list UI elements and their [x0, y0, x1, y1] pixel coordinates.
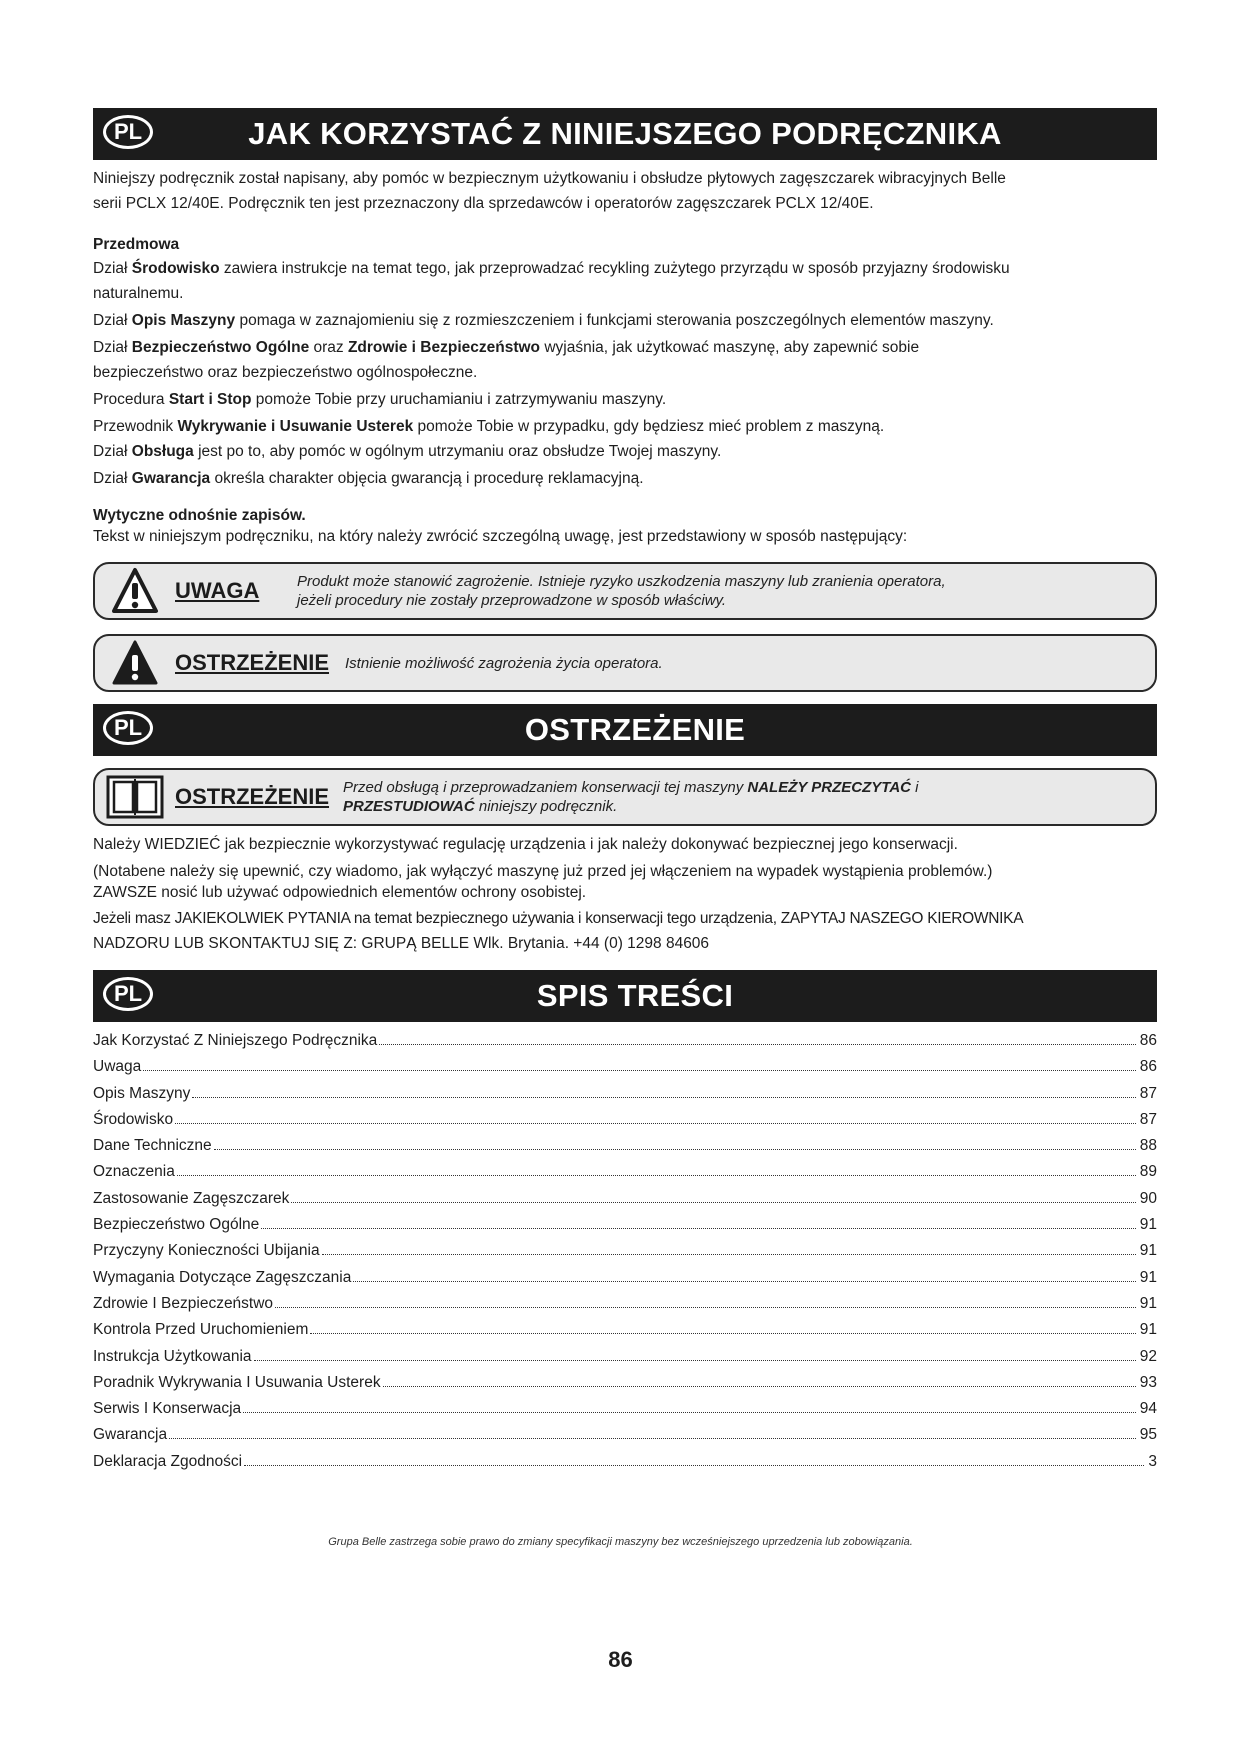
toc-entry-page: 91 [1139, 1321, 1157, 1339]
toc-entry-page: 95 [1139, 1426, 1157, 1444]
preface-paragraph: Przewodnik Wykrywanie i Usuwanie Usterek pomoże Tobie w przypadku, gdy będziesz mieć problem z maszyną. [93, 418, 885, 435]
toc-entry-title: Zdrowie I Bezpieczeństwo [93, 1294, 274, 1312]
manual-warning-text: Przed obsługą i przeprowadzaniem konserwacji tej maszyny NALEŻY PRZECZYTAĆ i PRZESTUDIOWAĆ niniejszy podręcznik. [343, 779, 919, 815]
toc-leader-dots [383, 1386, 1136, 1387]
read-manual-callout [93, 768, 1157, 826]
banner-title: OSTRZEŻENIE [524, 712, 746, 747]
toc-entry-title: Zastosowanie Zagęszczarek [93, 1189, 290, 1207]
warning-line: ZAWSZE nosić lub używać odpowiednich elementów ochrony osobistej. [93, 884, 587, 901]
guidelines-heading: Wytyczne odnośnie zapisów. [93, 507, 306, 524]
toc-leader-dots [353, 1281, 1135, 1282]
toc-leader-dots [243, 1412, 1136, 1413]
caution-label: UWAGA [175, 578, 260, 603]
preface-paragraph: Dział Opis Maszyny pomaga w zaznajomieniu się z rozmieszczeniem i funkcjami sterowania poszczególnych elementów maszyny. [93, 312, 994, 329]
toc-entry-page: 92 [1139, 1347, 1157, 1365]
toc-entry [93, 1163, 1157, 1189]
preface-paragraph: Procedura Start i Stop pomoże Tobie przy uruchamianiu i zatrzymywaniu maszyny. [93, 391, 667, 408]
toc-entry-page: 89 [1139, 1163, 1157, 1181]
section-banner-contents [93, 970, 1157, 1022]
toc-entry-page: 90 [1139, 1189, 1157, 1207]
warning-line: NADZORU LUB SKONTAKTUJ SIĘ Z: GRUPĄ BELLE Wlk. Brytania. +44 (0) 1298 84606 [93, 935, 710, 952]
warning-line: (Notabene należy się upewnić, czy wiadomo, jak wyłączyć maszynę już przed jej włączeniem na wypadek wystąpienia problemów.) [93, 863, 993, 880]
warning-text: Istnienie możliwość zagrożenia życia operatora. [345, 654, 663, 672]
toc-leader-dots [177, 1175, 1136, 1176]
toc-entry-title: Serwis I Konserwacja [93, 1400, 242, 1418]
toc-leader-dots [169, 1438, 1136, 1439]
section-banner-how-to-use [93, 108, 1157, 160]
pl-language-badge: PL [103, 977, 153, 1011]
toc-entry-title: Instrukcja Użytkowania [93, 1347, 252, 1365]
pl-language-badge: PL [103, 711, 153, 745]
open-book-icon [95, 774, 175, 820]
manual-warning-label: OSTRZEŻENIE [175, 784, 330, 809]
toc-entry-title: Oznaczenia [93, 1163, 175, 1181]
preface-paragraph-cont: bezpieczeństwo oraz bezpieczeństwo ogólnospołeczne. [93, 364, 478, 381]
warning-triangle-filled-icon [95, 639, 175, 687]
toc-entry-page: 91 [1139, 1216, 1157, 1234]
toc-leader-dots [143, 1070, 1136, 1071]
banner-title: SPIS TREŚCI [536, 978, 734, 1013]
page-number: 86 [608, 1647, 633, 1672]
pl-language-badge: PL [103, 115, 153, 149]
toc-entry [93, 1426, 1157, 1452]
toc-entry-page: 88 [1139, 1137, 1157, 1155]
toc-entry [93, 1321, 1157, 1347]
toc-entry-title: Jak Korzystać Z Niniejszego Podręcznika [93, 1032, 378, 1049]
caution-callout [93, 562, 1157, 620]
toc-leader-dots [379, 1044, 1135, 1045]
intro-line: serii PCLX 12/40E. Podręcznik ten jest przeznaczony dla sprzedawców i operatorów zagęszczarek PCLX 12/40E. [93, 195, 874, 212]
toc-entry [93, 1111, 1157, 1137]
toc-leader-dots [310, 1333, 1135, 1334]
toc-entry [93, 1242, 1157, 1268]
toc-entry [93, 1058, 1157, 1084]
toc-entry-title: Środowisko [93, 1110, 174, 1128]
preface-paragraph: Dział Bezpieczeństwo Ogólne oraz Zdrowie i Bezpieczeństwo wyjaśnia, jak użytkować maszynę, aby zapewnić sobie [93, 339, 920, 356]
preface-paragraph: Dział Obsługa jest po to, aby pomóc w ogólnym utrzymaniu oraz obsłudze Twojej maszyny. [93, 443, 722, 460]
toc-leader-dots [175, 1123, 1136, 1124]
toc-entry-title: Wymagania Dotyczące Zagęszczania [93, 1268, 352, 1286]
toc-leader-dots [291, 1202, 1135, 1203]
preface-paragraph-cont: naturalnemu. [93, 285, 184, 302]
toc-entry-page: 93 [1139, 1373, 1157, 1391]
toc-entry-title: Przyczyny Konieczności Ubijania [93, 1242, 320, 1260]
toc-entry [93, 1269, 1157, 1295]
toc-entry [93, 1374, 1157, 1400]
toc-entry-page: 87 [1139, 1110, 1157, 1128]
toc-entry-title: Kontrola Przed Uruchomieniem [93, 1321, 309, 1339]
toc-entry-title: Gwarancja [93, 1426, 168, 1444]
toc-entry [93, 1348, 1157, 1374]
preface-heading: Przedmowa [93, 236, 180, 253]
caution-text: Produkt może stanowić zagrożenie. Istnieje ryzyko uszkodzenia maszyny lub zranienia operatora, jeżeli procedury nie zostały przeprowadzone w sposób właściwy. [297, 573, 946, 609]
toc-entry [93, 1216, 1157, 1242]
toc-entry-page: 91 [1139, 1268, 1157, 1286]
warning-line: Należy WIEDZIEĆ jak bezpiecznie wykorzystywać regulację urządzenia i jak należy dokonywać bezpiecznej jego konserwacji. [93, 836, 958, 853]
toc-entry [93, 1400, 1157, 1426]
guidelines-section [93, 505, 1157, 546]
toc-leader-dots [275, 1307, 1136, 1308]
toc-entry-title: Opis Maszyny [93, 1084, 191, 1102]
preface-section [93, 234, 1157, 491]
preface-paragraph: Dział Środowisko zawiera instrukcje na temat tego, jak przeprowadzać recykling zużytego przyrządu w sposób przyjazny środowisku [93, 260, 1010, 277]
section-banner-warning [93, 704, 1157, 756]
toc-entry-title: Dane Techniczne [93, 1137, 212, 1155]
toc-entry [93, 1295, 1157, 1321]
toc-entry [93, 1453, 1157, 1479]
warning-body-text [93, 832, 1157, 956]
warning-callout [93, 634, 1157, 692]
toc-entry-page: 86 [1139, 1032, 1157, 1049]
toc-entry [93, 1190, 1157, 1216]
warning-line: Jeżeli masz JAKIEKOLWIEK PYTANIA na temat bezpiecznego używania i konserwacji tego urządzenia, ZAPYTAJ NASZEGO KIEROWNIKA [93, 910, 1024, 927]
toc-entry-page: 87 [1139, 1084, 1157, 1102]
toc-entry [93, 1032, 1157, 1058]
toc-entry-title: Poradnik Wykrywania I Usuwania Usterek [93, 1373, 381, 1391]
toc-entry [93, 1085, 1157, 1111]
toc-entry [93, 1137, 1157, 1163]
toc-leader-dots [261, 1228, 1135, 1229]
toc-entry-page: 86 [1139, 1058, 1157, 1076]
intro-line: Niniejszy podręcznik został napisany, aby pomóc w bezpiecznym użytkowaniu i obsłudze płytowych zagęszczarek wibracyjnych Belle [93, 170, 1006, 187]
footnote: Grupa Belle zastrzega sobie prawo do zmiany specyfikacji maszyny bez wcześniejszego uprzedzenia lub zobowiązania. [328, 1536, 913, 1548]
manual-page [93, 108, 1157, 1479]
toc-entry-page: 91 [1139, 1294, 1157, 1312]
toc-leader-dots [244, 1465, 1144, 1466]
intro-text [93, 166, 1157, 216]
toc-leader-dots [254, 1360, 1136, 1361]
toc-entry-title: Uwaga [93, 1058, 142, 1076]
toc-leader-dots [192, 1097, 1135, 1098]
warning-triangle-outline-icon [95, 567, 175, 615]
toc-entry-page: 91 [1139, 1242, 1157, 1260]
guidelines-text: Tekst w niniejszym podręczniku, na który należy zwrócić szczególną uwagę, jest przedstawiony w sposób następujący: [93, 528, 908, 545]
table-of-contents [93, 1032, 1157, 1479]
toc-entry-title: Deklaracja Zgodności [93, 1452, 243, 1470]
toc-leader-dots [214, 1149, 1136, 1150]
banner-title: JAK KORZYSTAĆ Z NINIEJSZEGO PODRĘCZNIKA [248, 116, 1002, 151]
toc-entry-page: 3 [1148, 1452, 1157, 1470]
toc-entry-title: Bezpieczeństwo Ogólne [93, 1216, 260, 1234]
toc-entry-page: 94 [1139, 1400, 1157, 1418]
preface-paragraph: Dział Gwarancja określa charakter objęcia gwarancją i procedurę reklamacyjną. [93, 470, 644, 487]
toc-leader-dots [322, 1254, 1136, 1255]
warning-label: OSTRZEŻENIE [175, 650, 330, 675]
